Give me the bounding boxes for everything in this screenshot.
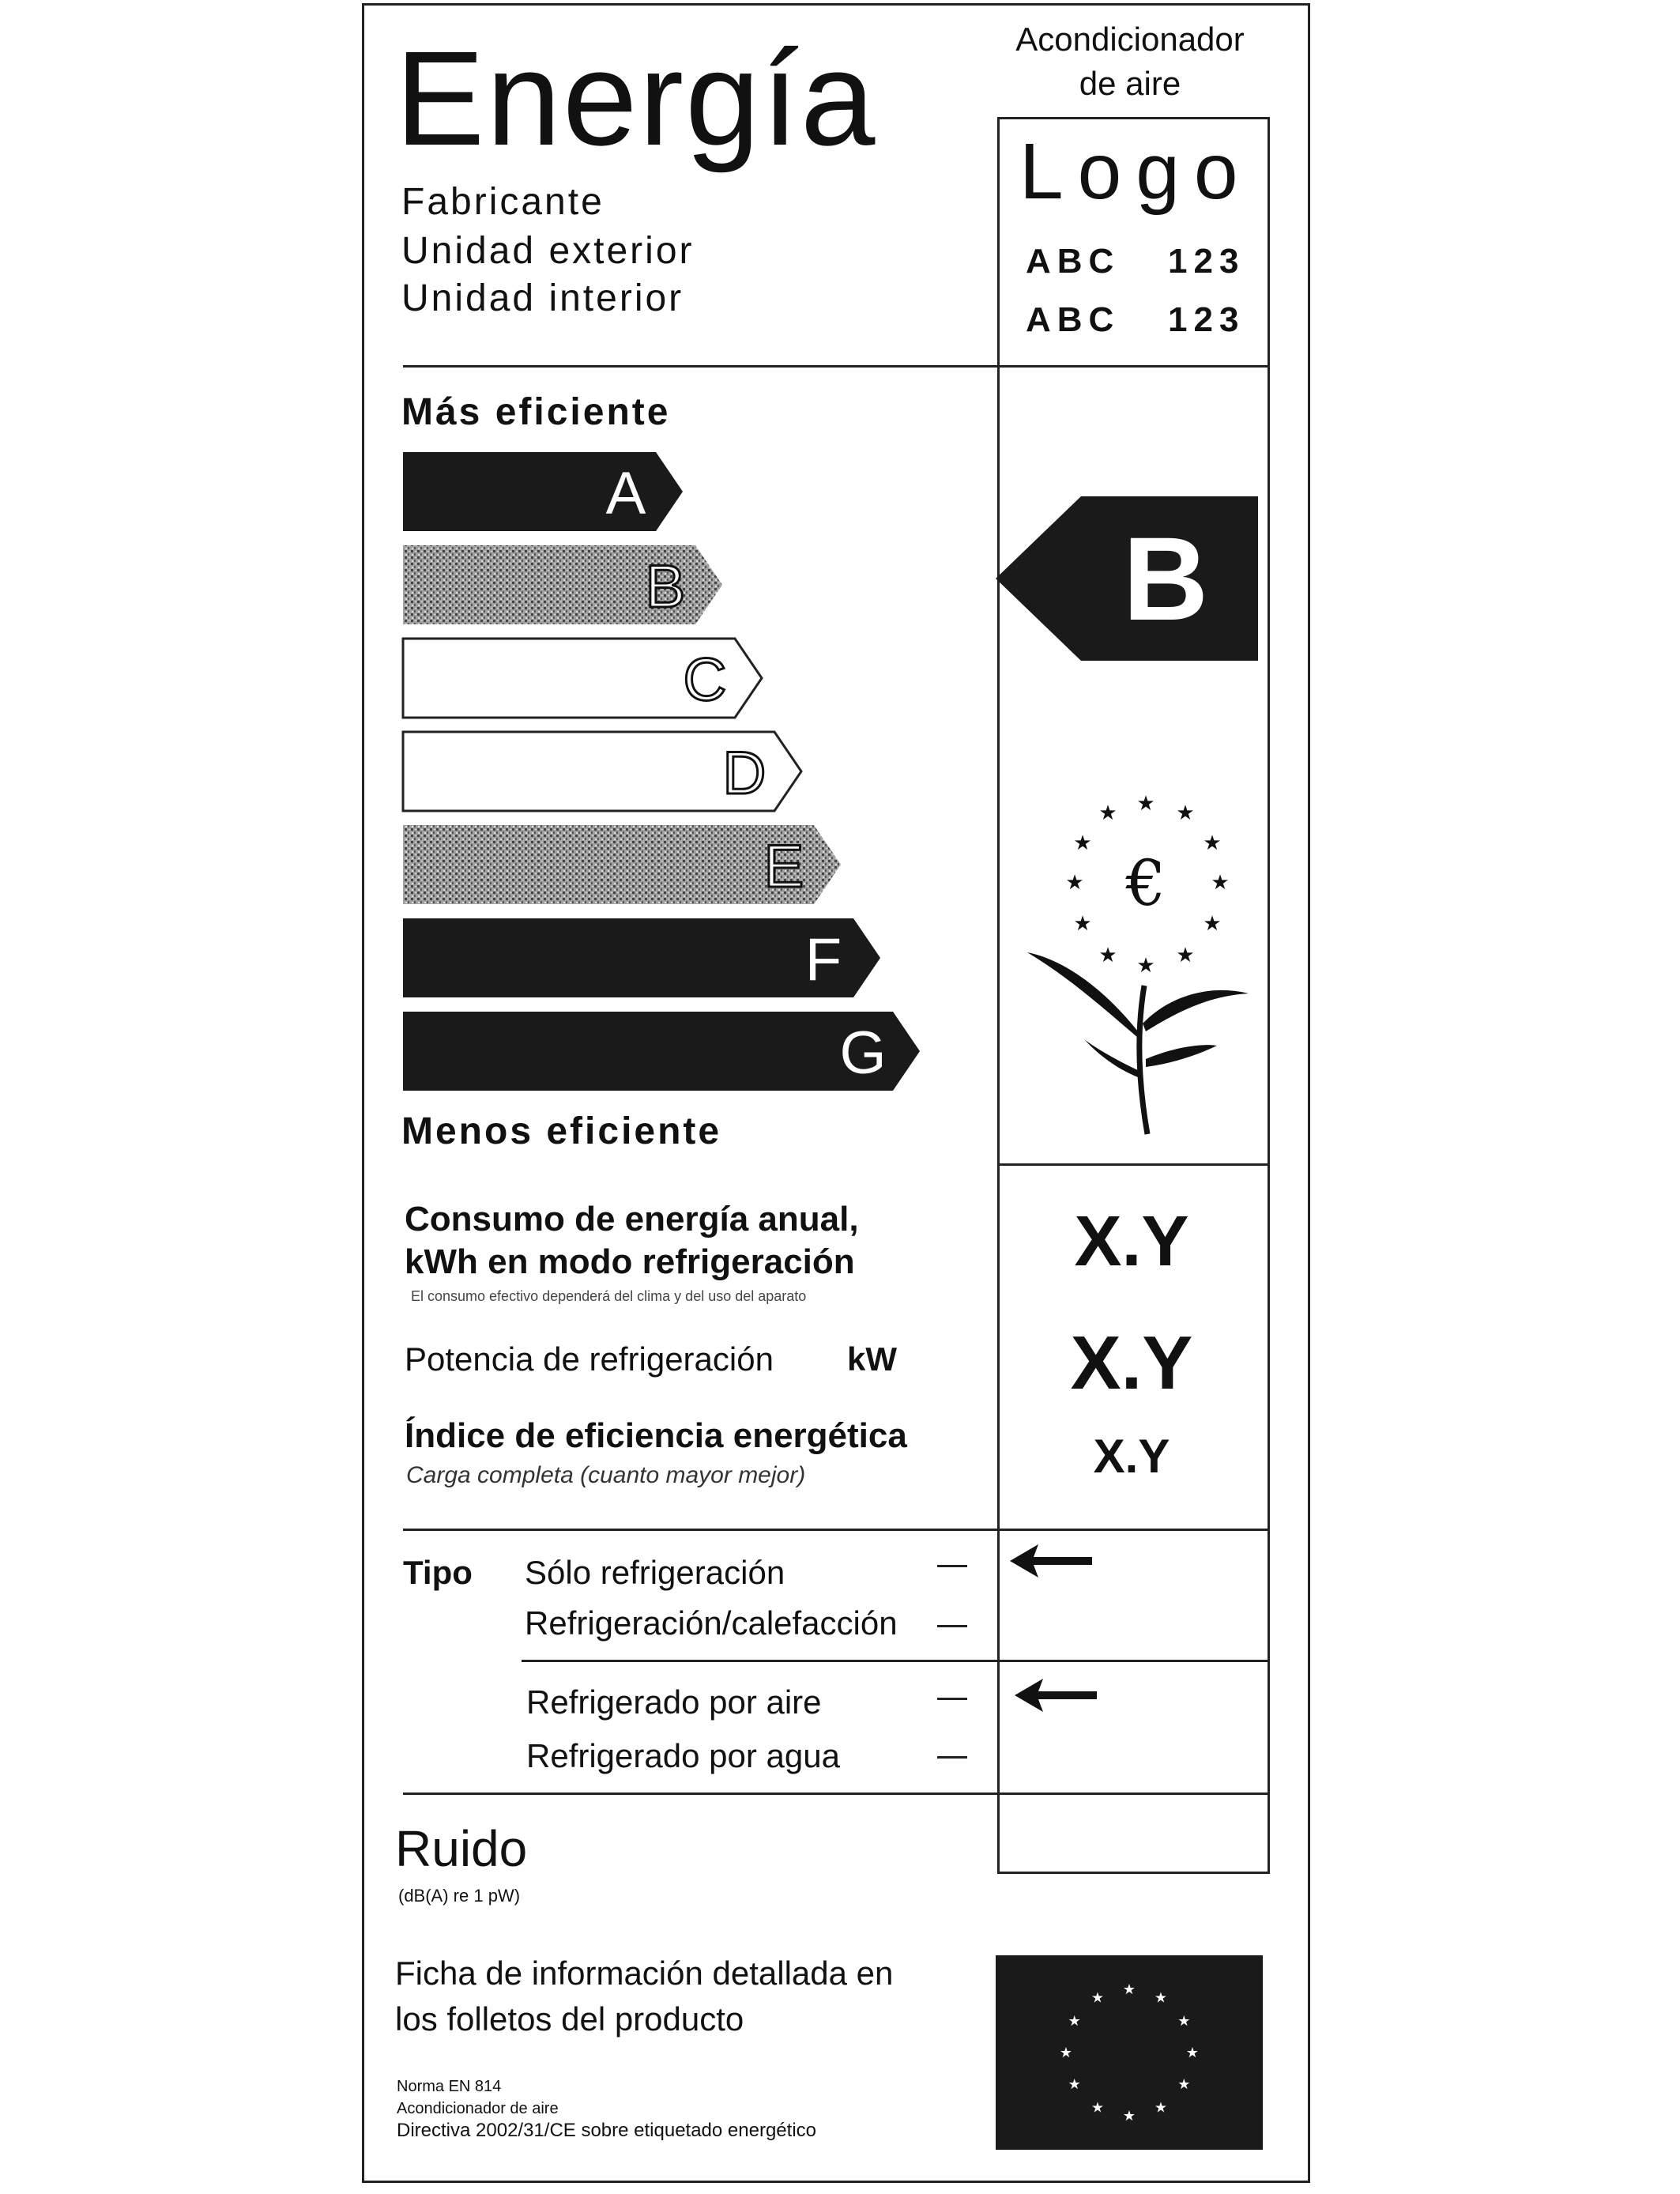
consumption-note: El consumo efectivo dependerá del clima y del uso del aparato xyxy=(411,1288,807,1304)
svg-text:★: ★ xyxy=(1136,954,1155,978)
scale-bar-letter: E xyxy=(763,833,804,900)
eu-flag-star-icon: ★ xyxy=(1154,1989,1168,2007)
svg-text:★: ★ xyxy=(1211,871,1230,895)
svg-text:★: ★ xyxy=(1098,944,1117,967)
efficiency-value: X.Y xyxy=(1093,1430,1170,1483)
eu-flag-star-icon: ★ xyxy=(1185,2045,1200,2061)
noise-unit: (dB(A) re 1 pW) xyxy=(398,1886,521,1906)
scale-bar-g xyxy=(403,1012,920,1091)
consumption-label-line2: kWh en modo refrigeración xyxy=(405,1242,855,1281)
outdoor-unit-label: Unidad exterior xyxy=(401,230,695,272)
info-sheet-line1: Ficha de información detallada en xyxy=(395,1955,894,1992)
tipo-option-air-cooled: Refrigerado por aire xyxy=(526,1683,822,1721)
efficiency-label: Índice de eficiencia energética xyxy=(405,1416,907,1455)
svg-text:★: ★ xyxy=(1176,944,1195,967)
scale-bar-b xyxy=(403,545,722,624)
svg-text:★: ★ xyxy=(1073,912,1092,936)
eu-flag-star-icon: ★ xyxy=(1059,2045,1073,2061)
legal-text xyxy=(397,2075,816,2142)
selected-arrow-icon xyxy=(1015,1676,1102,1715)
tipo-option-cooling-only: Sólo refrigeración xyxy=(525,1554,785,1591)
product-type-line2: de aire xyxy=(1079,65,1181,102)
indoor-code-letters: ABC xyxy=(1026,300,1121,339)
selected-arrow-icon xyxy=(1010,1541,1097,1581)
tipo-dash-4 xyxy=(937,1756,967,1759)
product-type-line1: Acondicionador xyxy=(1015,21,1245,58)
efficiency-note: Carga completa (cuanto mayor mejor) xyxy=(406,1462,806,1488)
consumption-value: X.Y xyxy=(1074,1202,1189,1281)
eu-flag-star-icon: ★ xyxy=(1068,2076,1081,2093)
tipo-option-water-cooled: Refrigerado por agua xyxy=(526,1737,840,1774)
scale-bar-letter: G xyxy=(839,1020,887,1087)
label-title: Energía xyxy=(395,24,877,174)
eu-flag-star-icon: ★ xyxy=(1122,1981,1136,1998)
consumption-label xyxy=(405,1198,859,1284)
directive-text: Directiva 2002/31/CE sobre etiquetado energético xyxy=(397,2120,816,2141)
svg-text:★: ★ xyxy=(1065,871,1084,895)
scale-bar-e xyxy=(403,825,841,904)
scale-bar-letter: A xyxy=(605,460,646,527)
svg-text:★: ★ xyxy=(1073,831,1092,855)
rating-letter: B xyxy=(1122,512,1209,645)
indoor-unit-label: Unidad interior xyxy=(401,277,684,319)
eu-flag-star-icon: ★ xyxy=(1154,2099,1168,2117)
indoor-code-digits: 123 xyxy=(1168,300,1245,339)
noise-label: Ruido xyxy=(395,1820,528,1877)
scale-bar-letter: C xyxy=(683,647,727,714)
norm-text: Norma EN 814 xyxy=(397,2078,502,2095)
svg-text:★: ★ xyxy=(1203,831,1222,855)
tipo-option-cooling-heating: Refrigeración/calefacción xyxy=(525,1604,898,1642)
svg-text:€: € xyxy=(1125,846,1166,920)
consumption-label-line1: Consumo de energía anual, xyxy=(405,1200,859,1238)
eu-ecolabel-flower-icon xyxy=(1019,786,1256,1142)
scale-bar-letter: B xyxy=(645,553,686,620)
info-sheet-line2: los folletos del producto xyxy=(395,2000,744,2038)
outdoor-code-letters: ABC xyxy=(1026,242,1121,281)
tipo-label: Tipo xyxy=(403,1554,473,1591)
scale-bar-a xyxy=(403,452,683,531)
scale-bar-letter: D xyxy=(722,740,767,807)
svg-text:★: ★ xyxy=(1136,792,1155,816)
svg-text:★: ★ xyxy=(1098,801,1117,825)
manufacturer-label: Fabricante xyxy=(401,181,605,223)
scale-bar-d xyxy=(403,732,801,811)
power-value: X.Y xyxy=(1070,1321,1193,1405)
outdoor-code-digits: 123 xyxy=(1168,242,1245,281)
scale-top-label: Más eficiente xyxy=(401,391,671,433)
scale-bottom-label: Menos eficiente xyxy=(401,1110,722,1152)
scale-bar-f xyxy=(403,918,880,997)
tipo-dash-1 xyxy=(937,1565,967,1567)
manufacturer-logo: Logo xyxy=(1019,127,1252,216)
norm-product-text: Acondicionador de aire xyxy=(397,2100,559,2117)
eu-flag-star-icon: ★ xyxy=(1177,2076,1191,2093)
info-sheet-text xyxy=(395,1951,893,2042)
eu-flag-star-icon: ★ xyxy=(1122,2108,1136,2124)
eu-flag-star-icon: ★ xyxy=(1090,1989,1105,2007)
eu-flag-star-icon: ★ xyxy=(1090,2099,1105,2117)
rating-indicator xyxy=(996,495,1264,662)
scale-bar-c xyxy=(403,639,762,718)
tipo-dash-2 xyxy=(937,1625,967,1627)
power-unit: kW xyxy=(847,1340,897,1378)
svg-text:★: ★ xyxy=(1176,801,1195,825)
eu-flag-icon xyxy=(996,1955,1263,2150)
scale-bar-letter: F xyxy=(804,926,842,993)
eu-flag-star-icon: ★ xyxy=(1177,2013,1191,2030)
tipo-dash-3 xyxy=(937,1698,967,1700)
svg-text:★: ★ xyxy=(1203,912,1222,936)
power-label: Potencia de refrigeración xyxy=(405,1340,774,1378)
eu-flag-star-icon: ★ xyxy=(1068,2013,1081,2030)
